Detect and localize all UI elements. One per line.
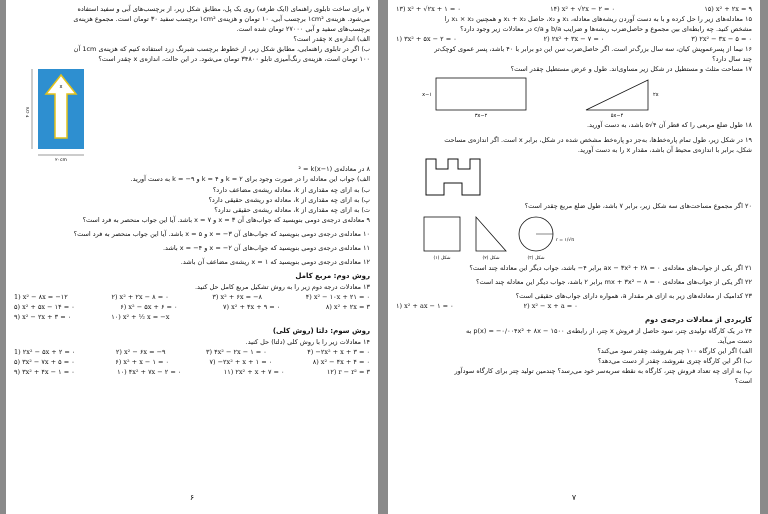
- text-line: ت) به ازای چه مقداری از k، معادله ریشه‌ی حقیقی ندارد؟: [214, 205, 370, 214]
- label-width: ۲۰cm: [55, 158, 67, 163]
- equation-row: [14, 347, 370, 357]
- text-line: ۸ در معادله‌ی (x−۱)² = k: [298, 165, 370, 174]
- radius-label: r = ۱/√π: [556, 237, 574, 243]
- arrow-sign-figure: [20, 66, 140, 162]
- three-shapes-figure-wrap: [396, 211, 752, 263]
- equation: ۱۱) ۲x² + x + ۷ = ۰: [223, 368, 285, 377]
- three-shapes-figure: [396, 211, 752, 263]
- equation: ۹) x² − ۲x + ۳ = ۰: [14, 312, 72, 321]
- equation: ۲) x² − x + a = ۰: [523, 301, 578, 310]
- equation: ۸) x² + ۲x = ۳: [325, 302, 370, 311]
- question-12: ۱۲ معادله‌ی درجه‌ی دومی بنویسید که ۱ = x ریشه‌ی مضاعف آن باشد.: [180, 257, 370, 266]
- equation-row: [14, 367, 370, 377]
- question-8-block: [14, 164, 370, 224]
- rectangle-triangle-figure: [396, 74, 752, 120]
- castle-shape-figure: [396, 155, 752, 201]
- equation: ۱۰) x² + ½ x = −x: [111, 312, 170, 321]
- equation: ۴) −۲x² + x + ۳ = ۰: [307, 347, 370, 356]
- sign-figure-wrap: [14, 66, 370, 164]
- equation-row: [14, 357, 370, 367]
- equation-row: [396, 34, 752, 44]
- text-line: ب) به ازای چه مقداری از k، معادله ریشه‌ی مضاعف دارد؟: [212, 185, 370, 194]
- equation: ۶) x² − ۵x + ۶ = ۰: [120, 302, 178, 311]
- triangle-shape: [586, 80, 648, 110]
- equation-row: [14, 292, 370, 302]
- text-line: ۲۴ در یک کارگاه تولیدی چتر، سود حاصل از فروش x چتر، از رابطه‌ی p(x) = −۰/۰۰۴x² + ۸x − ۱۵۰۰ به: [465, 326, 752, 335]
- tri-bottom-label: ۵x−۴: [610, 113, 624, 120]
- right-triangle-shape: [476, 217, 506, 251]
- equation: ۱۲) r − r² = ۳: [326, 368, 370, 377]
- equation: ۱۴) x² + √۲x − ۲ = ۰: [550, 5, 616, 13]
- page-number: ۶: [189, 492, 195, 502]
- question-20: ۲۰ اگر مجموع مساحت‌های سه شکل زیر، برابر ۷ باشد، طول ضلع مربع چقدر است؟: [524, 201, 752, 210]
- shape2-label: شکل (۲): [482, 255, 500, 261]
- shape3-label: شکل (۳): [527, 255, 545, 261]
- equation: 1) ۲x² − ۵x + ۲ = ۰: [14, 347, 76, 356]
- equation: ۲) x² − ۶x = −۹: [115, 347, 166, 356]
- text-line: شکل، برابر با اندازه‌ی محیط آن باشد، مقدار x را به دست آورید.: [577, 145, 752, 154]
- equation: ۱) ۳x² + ۵x − ۲ = ۰: [396, 35, 457, 44]
- equation: ۷) −۲x² + x + ۱ = ۰: [209, 358, 273, 366]
- text-line: ۱۹ در شکل زیر، طول تمام پاره‌خط‌ها، به‌جز دو پاره‌خط مشخص شده در شکل، برابر x است. اگر اندازه‌ی مساحت: [444, 135, 752, 144]
- left-page: [6, 0, 378, 514]
- equation: ۴) x² − ۱۰x + ۲۱ = ۰: [305, 292, 370, 301]
- equation: ۹) ۳x² + ۴x − ۱ = ۰: [14, 368, 75, 377]
- text-line: الف) اندازه‌ی x چقدر است؟: [293, 35, 370, 44]
- section-title: کاربردی از معادلات درجه‌ی دوم: [644, 315, 752, 324]
- question-10: ۱۰ معادله‌ی درجه‌ی دومی بنویسید که جواب‌های آن ۳− = x و ۵ = x باشد. آیا این جواب منحصر به فرد است؟: [73, 229, 370, 238]
- equation: ۵) ۳x² − ۷x + ۵ = ۰: [14, 358, 75, 366]
- rectangle-shape: [436, 78, 526, 110]
- question-18: ۱۸ طول ضلع مربعی را که قطر آن ۴√۵ باشد، به دست آورید.: [586, 121, 752, 130]
- text-line: است؟: [734, 377, 752, 386]
- equation-row: [14, 302, 370, 312]
- rect-side-label: x−۱: [422, 92, 432, 99]
- equation: ۱۵) x² + ۲x = ۹: [704, 5, 752, 13]
- section3-title: روش سوم: دلتا (روش کلی): [272, 327, 370, 336]
- equation: ۲) ۲x² + ۳x − ۷ = ۰: [543, 35, 605, 44]
- text-line: پ) به ازای چه مقداری از k، معادله دو ریشه‌ی حقیقی دارد؟: [208, 195, 370, 204]
- equation-row: [14, 312, 370, 322]
- equation: ۲) x² + ۲x − ۸ = ۰: [111, 292, 169, 301]
- text-line: ب) اگر در تابلوی راهنمایی، مطابق شکل زیر، از خطوط برچسب شبرنگ زرد استفاده کنیم که هزینه‌ی 1cm آن: [73, 45, 370, 54]
- equation: ۱۰) ۴x² + ۷x − ۲ = ۰: [117, 368, 182, 377]
- section3-equations: [14, 347, 370, 377]
- equation: 1) x² − ۸x = −۱۲: [14, 292, 68, 301]
- section3-instruction: ۱۴ معادلات زیر را با روش کلی (دلتا) حل کنید.: [245, 337, 370, 346]
- equation-row: [396, 301, 752, 311]
- rect-triangle-figure-wrap: [396, 74, 752, 120]
- tri-side-label: ۲x: [653, 92, 659, 99]
- equation: ۷) x² + ۴x + ۹ = ۰: [223, 302, 281, 311]
- text-line: دست می‌آید.: [717, 336, 752, 345]
- text-line: ۷ برای ساخت تابلوی راهنمای (ایک طرفه) روی یک پل، مطابق شکل زیر، از برچسب‌های آبی و سفید استفاده: [77, 5, 370, 13]
- text-line: ب) اگر این کارگاه چتری نفروشد، چقدر از دست می‌دهد؟: [597, 356, 752, 365]
- question-11: ۱۱ معادله‌ی درجه‌ی دومی بنویسید که جواب‌های آن ۲− = x و ۴− = x باشد.: [162, 243, 370, 252]
- equation: ۳) ۲x² − ۳x − ۵ = ۰: [691, 35, 752, 44]
- section2-title: روش دوم: مربع کامل: [295, 271, 370, 280]
- equation: ۳) x² + ۶x = −۸: [212, 292, 263, 301]
- page-number: ۷: [571, 492, 577, 502]
- equation: ۱۳) x² + √۲x + ۱ = ۰: [396, 5, 461, 13]
- text-line: ۱۵ معادله‌های زیر را حل کرده و با به دست آوردن ریشه‌های معادله، x₁ و x₂، حاصل x₁ + x₂ و همچنین x₁ × x₂ را: [444, 15, 752, 24]
- text-line: ۱۰۰ تومان است، هزینه‌ی رنگ‌آمیزی تابلو ۳۴۸۰۰ تومان می‌شود. در این حالت، اندازه‌ی x چقدر است؟: [98, 55, 370, 64]
- label-height: ۴ cm: [26, 107, 31, 118]
- question-17: ۱۷ مساحت مثلث و مستطیل در شکل زیر مساوی‌اند. طول و عرض مستطیل چقدر است؟: [510, 65, 752, 74]
- equation: ۱) x² + ax − ۱ = ۰: [396, 301, 454, 310]
- text-line: ۹ معادله‌ی درجه‌ی دومی بنویسید که جواب‌های آن ۳ = x و ۷ = x باشد. آیا این جواب منحصر به فرد است؟: [82, 215, 370, 224]
- question-22: ۲۲ اگر یکی از جواب‌های معادله‌ی ۰ = ۸ − mx + ۳x² برابر ۲ باشد، جواب دیگر این معادله چند است؟: [476, 277, 752, 286]
- text-line: الف) اگر این کارگاه ۱۰۰ چتر بفروشد، چقدر سود می‌کند؟: [597, 346, 752, 355]
- right-page: [388, 0, 760, 514]
- text-line: برچسب‌های سفید و آبی ۲۷۰۰۰ تومان شده است.: [236, 25, 370, 34]
- question-24-block: [396, 326, 752, 386]
- equation: ۸) x² − ۴x + ۴ = ۰: [312, 358, 370, 366]
- text-line: چند سال دارد؟: [712, 55, 752, 64]
- castle-shape: [426, 159, 480, 195]
- question-23: ۲۳ کدامیک از معادله‌های زیر به ازای هر مقدار a، همواره دارای جواب‌های حقیقی است؟: [515, 291, 752, 300]
- square-shape: [424, 217, 460, 251]
- intro-text: [14, 4, 370, 64]
- shape1-label: شکل (۱): [433, 255, 451, 261]
- text-line: مشخص کنید. چه رابطه‌ای بین مجموع و حاصل‌ضرب ریشه‌ها و ضرایب b/a و c/a در معادلات زیر وجود دارد؟: [460, 25, 752, 34]
- rect-bottom-label: ۳x−۲: [474, 113, 488, 120]
- text-line: پ) به ازای چه تعداد فروش چتر، کارگاه به نقطه سربه‌سر خود می‌رسد؟ چندمین تولید چتر برای کارگاه سودآور: [454, 367, 752, 376]
- castle-figure-wrap: [396, 155, 752, 201]
- label-x: x: [59, 84, 63, 91]
- text-line: الف) جواب این معادله را در صورت وجود برای ۲ = k و ۴ = k و ۹− = k به دست آورید.: [130, 175, 370, 184]
- question-21: ۲۱ اگر یکی از جواب‌های معادله‌ی ۰ = ۲۸ + ax − ۳x² برابر ۴− باشد، جواب دیگر این معادله چند است؟: [469, 263, 752, 272]
- section2-equations: [14, 292, 370, 322]
- equation-row: [396, 4, 752, 14]
- text-line: ۱۶ نیما از پسرعمویش کیان، سه سال بزرگ‌تر است. اگر حاصل‌ضرب سن این دو برابر با ۴۰ باشد، پسر عموی کوچک‌تر: [434, 45, 752, 54]
- text-line: می‌شود. هزینه‌ی ۱cm² برچسب آبی، ۱۰ تومان و هزینه‌ی ۱cm² برچسب سفید ۳۰ تومان است. مجموع هزینه‌ی: [73, 15, 370, 24]
- equation: ۶) x² + x − ۱ = ۰: [115, 358, 169, 366]
- equation: ۵) x² + ۵x − ۱۴ = ۰: [14, 302, 75, 311]
- equation: ۳) ۴x² − ۲x − ۱ = ۰: [206, 347, 267, 356]
- section2-instruction: ۱۳ معادلات درجه دوم زیر را به روش تشکیل مربع کامل حل کنید.: [194, 282, 370, 291]
